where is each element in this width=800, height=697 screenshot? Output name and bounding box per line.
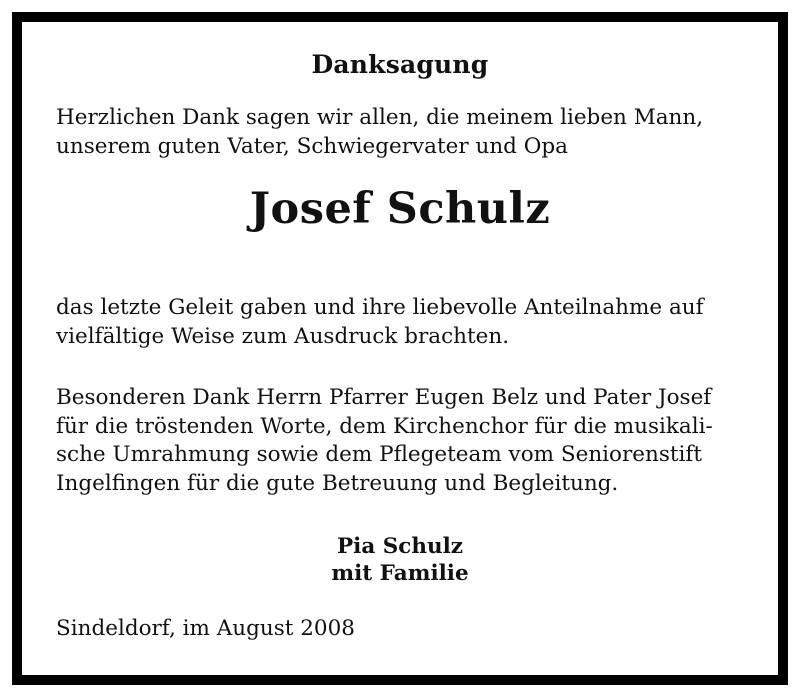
intro-line: unserem guten Vater, Schwiegervater und Opa bbox=[56, 133, 568, 159]
deceased-name: Josef Schulz bbox=[249, 184, 551, 234]
signature-name: Pia Schulz bbox=[336, 534, 463, 559]
gratitude-line: vielfältige Weise zum Ausdruck brachten. bbox=[56, 323, 510, 349]
notice-frame bbox=[12, 12, 788, 685]
special-thanks-line: für die tröstenden Worte, dem Kirchenchor für die musikali- bbox=[56, 413, 713, 439]
signature-block bbox=[22, 533, 778, 587]
gratitude-line: das letzte Geleit gaben und ihre liebevolle Anteilnahme auf bbox=[56, 295, 704, 320]
special-thanks-line: Ingelfingen für die gute Betreuung und Begleitung. bbox=[56, 470, 619, 496]
intro-paragraph bbox=[56, 104, 761, 161]
special-thanks-line: sche Umrahmung sowie dem Pflegeteam vom Seniorenstift bbox=[56, 442, 702, 467]
gratitude-paragraph bbox=[56, 294, 761, 351]
special-thanks-line: Besonderen Dank Herrn Pfarrer Eugen Belz und Pater Josef bbox=[56, 385, 712, 410]
signature-family: mit Familie bbox=[331, 561, 469, 586]
place-date: Sindeldorf, im August 2008 bbox=[56, 616, 355, 641]
notice-heading: Danksagung bbox=[311, 50, 489, 79]
special-thanks-paragraph bbox=[56, 384, 761, 498]
intro-line: Herzlichen Dank sagen wir allen, die meinem lieben Mann, bbox=[56, 105, 704, 130]
